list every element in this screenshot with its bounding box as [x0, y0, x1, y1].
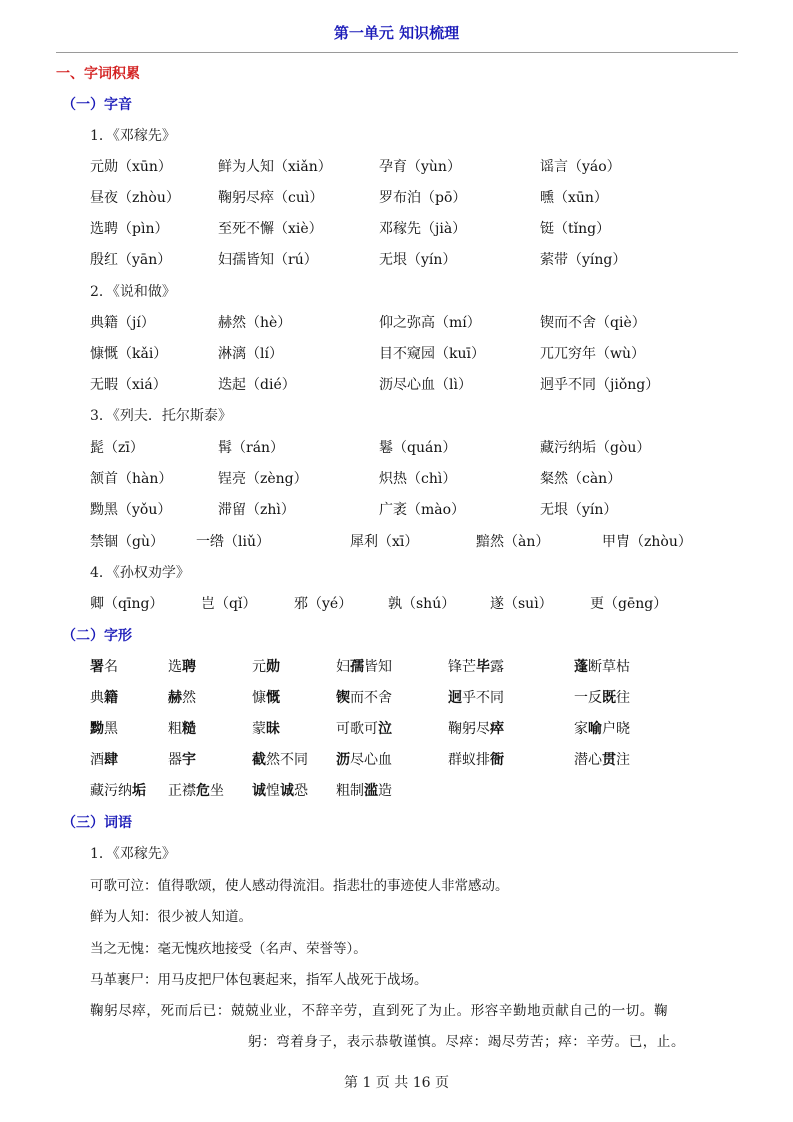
word-item: 锋芒毕露 [448, 659, 504, 675]
word-item: 署名 [90, 659, 118, 675]
header-divider [56, 52, 738, 53]
word-item: 孕育（yùn） [379, 159, 461, 175]
word-item: 昼夜（zhòu） [90, 190, 180, 206]
word-item: 犀利（xī） [350, 534, 419, 550]
word-item: 粗制滥造 [336, 783, 392, 799]
word-item: 元勋（xūn） [90, 159, 172, 175]
word-item: 选聘（pìn） [90, 221, 169, 237]
section-title: 一、字词积累 [56, 66, 140, 82]
word-item: 锃亮（zèng） [218, 471, 308, 487]
word-item: 殷红（yān） [90, 252, 172, 268]
glyph-row [0, 749, 793, 771]
glyph-row [0, 780, 793, 802]
definition-line: 马革裹尸：用马皮把尸体包裹起来，指军人战死于战场。 [90, 972, 428, 988]
word-item: 典籍 [90, 690, 118, 706]
pinyin-row [0, 499, 793, 521]
word-item: 颔首（hàn） [90, 471, 173, 487]
word-item: 无垠（yín） [540, 502, 618, 518]
definition-line: 躬：弯着身子，表示恭敬谨慎。尽瘁：竭尽劳苦；瘁：辛劳。已，止。 [248, 1034, 686, 1050]
word-item: 粲然（càn） [540, 471, 622, 487]
word-item: 孰（shú） [388, 596, 456, 612]
word-item: 元勋 [252, 659, 280, 675]
word-item: 曛（xūn） [540, 190, 608, 206]
word-item: 髭（zī） [90, 440, 144, 456]
word-item: 赫然（hè） [218, 315, 292, 331]
word-item: 慷慨 [252, 690, 280, 706]
word-item: 粗糙 [168, 721, 196, 737]
word-item: 更（gēng） [590, 596, 668, 612]
word-item: 一绺（liǔ） [196, 534, 270, 550]
word-item: 群蚁排衙 [448, 752, 504, 768]
word-item: 罗布泊（pō） [379, 190, 467, 206]
word-item: 潜心贯注 [574, 752, 630, 768]
glyph-row [0, 718, 793, 740]
word-item: 截然不同 [252, 752, 308, 768]
word-item: 诚惶诚恐 [252, 783, 308, 799]
word-item: 藏污纳垢（gòu） [540, 440, 651, 456]
definition-line: 可歌可泣：值得歌颂，使人感动得流泪。指悲壮的事迹使人非常感动。 [90, 878, 509, 894]
word-item: 慷慨（kǎi） [90, 346, 168, 362]
pinyin-row [0, 374, 793, 396]
word-item: 迥乎不同（jiǒng） [540, 377, 660, 393]
word-item: 妇孺皆知（rú） [218, 252, 318, 268]
word-item: 邪（yé） [294, 596, 353, 612]
pinyin-row [0, 312, 793, 334]
word-item: 赫然 [168, 690, 196, 706]
word-item: 锲而不舍（qiè） [540, 315, 646, 331]
word-item: 鲜为人知（xiǎn） [218, 159, 332, 175]
word-item: 器宇 [168, 752, 196, 768]
word-item: 卿（qīng） [90, 596, 164, 612]
word-item: 可歌可泣 [336, 721, 392, 737]
group-label: 4．《孙权劝学》 [90, 565, 190, 581]
word-item: 广袤（mào） [379, 502, 466, 518]
word-item: 谣言（yáo） [540, 159, 621, 175]
word-item: 淋漓（lí） [218, 346, 283, 362]
word-item: 典籍（jí） [90, 315, 155, 331]
word-item: 黝黑 [90, 721, 118, 737]
pinyin-row [0, 187, 793, 209]
word-item: 藏污纳垢 [90, 783, 146, 799]
word-item: 萦带（yíng） [540, 252, 627, 268]
word-item: 迭起（dié） [218, 377, 296, 393]
group-label: 1．《邓稼先》 [90, 128, 176, 144]
word-item: 髯（rán） [218, 440, 285, 456]
pinyin-row [0, 437, 793, 459]
word-item: 遂（suì） [490, 596, 553, 612]
word-item: 鞠躬尽瘁 [448, 721, 504, 737]
definition-line: 当之无愧：毫无愧疚地接受（名声、荣誉等）。 [90, 941, 367, 957]
word-item: 迥乎不同 [448, 690, 504, 706]
word-item: 铤（tǐng） [540, 221, 611, 237]
pinyin-row [0, 531, 793, 553]
definition-line: 鞠躬尽瘁，死而后已：兢兢业业，不辞辛劳，直到死了为止。形容辛勤地贡献自己的一切。鞠 [90, 1003, 669, 1019]
pinyin-row [0, 218, 793, 240]
group-label: 1．《邓稼先》 [90, 846, 176, 862]
word-item: 沥尽心血 [336, 752, 392, 768]
pinyin-row [0, 468, 793, 490]
pinyin-row [0, 593, 793, 615]
word-item: 家喻户晓 [574, 721, 630, 737]
word-item: 目不窥园（kuī） [379, 346, 485, 362]
page-number: 第 1 页 共 16 页 [344, 1075, 449, 1091]
glyph-row [0, 656, 793, 678]
definition-line: 鲜为人知：很少被人知道。 [90, 909, 252, 925]
word-item: 黝黑（yǒu） [90, 502, 172, 518]
word-item: 禁锢（gù） [90, 534, 164, 550]
word-item: 甲胄（zhòu） [602, 534, 692, 550]
word-item: 滞留（zhì） [218, 502, 295, 518]
word-item: 无垠（yín） [379, 252, 457, 268]
word-item: 至死不懈（xiè） [218, 221, 323, 237]
subsection-title-zixing: （二）字形 [62, 628, 132, 644]
group-label: 3．《列夫．托尔斯泰》 [90, 408, 232, 424]
pinyin-row [0, 249, 793, 271]
word-item: 兀兀穷年（wù） [540, 346, 645, 362]
word-item: 选聘 [168, 659, 196, 675]
word-item: 炽热（chì） [379, 471, 457, 487]
glyph-row [0, 687, 793, 709]
word-item: 蓬断草枯 [574, 659, 630, 675]
word-item: 妇孺皆知 [336, 659, 392, 675]
word-item: 鞠躬尽瘁（cuì） [218, 190, 324, 206]
subsection-title-ciyu: （三）词语 [62, 815, 132, 831]
pinyin-row [0, 156, 793, 178]
word-item: 岂（qǐ） [201, 596, 257, 612]
page-title: 第一单元 知识梳理 [333, 24, 460, 42]
subsection-title-ziyin: （一）字音 [62, 97, 132, 113]
word-item: 酒肆 [90, 752, 118, 768]
pinyin-row [0, 343, 793, 365]
word-item: 锲而不舍 [336, 690, 392, 706]
word-item: 沥尽心血（lì） [379, 377, 472, 393]
word-item: 邓稼先（jià） [379, 221, 467, 237]
group-label: 2．《说和做》 [90, 284, 176, 300]
word-item: 鬈（quán） [379, 440, 457, 456]
word-item: 正襟危坐 [168, 783, 224, 799]
word-item: 蒙昧 [252, 721, 280, 737]
word-item: 一反既往 [574, 690, 630, 706]
word-item: 黯然（àn） [476, 534, 550, 550]
word-item: 无暇（xiá） [90, 377, 167, 393]
word-item: 仰之弥高（mí） [379, 315, 481, 331]
